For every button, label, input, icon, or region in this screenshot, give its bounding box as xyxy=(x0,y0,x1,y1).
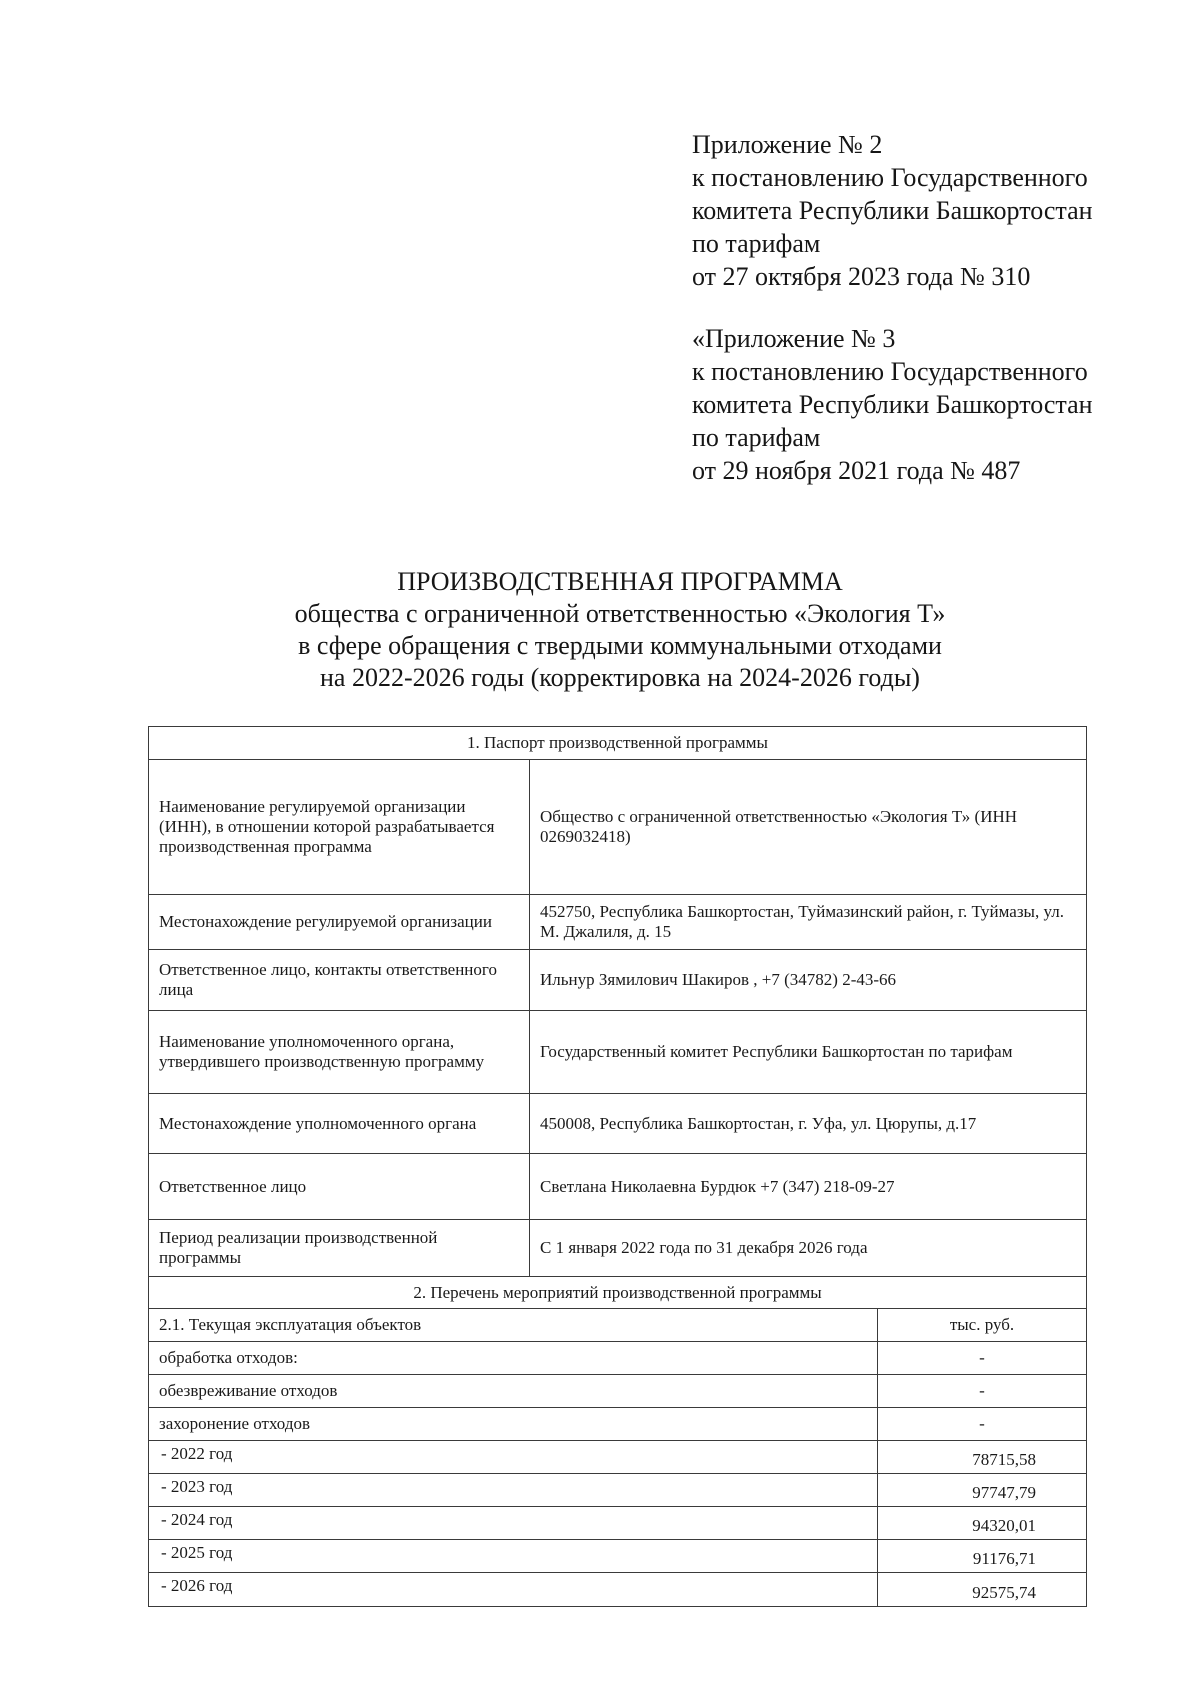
table-row xyxy=(149,1342,1087,1375)
item-value: - xyxy=(878,1375,1087,1408)
appendix-line: Приложение № 2 xyxy=(692,130,883,159)
year-label: - 2024 год xyxy=(149,1507,878,1540)
row-label: Ответственное лицо xyxy=(149,1154,530,1220)
table-row xyxy=(149,1507,1087,1540)
row-value: Государственный комитет Республики Башкортостан по тарифам xyxy=(530,1011,1087,1094)
table-row xyxy=(149,1540,1087,1573)
year-value: 91176,71 xyxy=(878,1540,1087,1573)
appendix-line: к постановлению Государственного xyxy=(692,163,1088,192)
table-row xyxy=(149,760,1087,895)
year-value: 92575,74 xyxy=(878,1573,1087,1607)
year-value: 78715,58 xyxy=(878,1441,1087,1474)
title-line: в сфере обращения с твердыми коммунальными отходами xyxy=(298,631,942,660)
appendix-line: «Приложение № 3 xyxy=(692,324,896,353)
section-heading: 1. Паспорт производственной программы xyxy=(149,727,1087,760)
year-label: - 2022 год xyxy=(149,1441,878,1474)
year-value: 97747,79 xyxy=(878,1474,1087,1507)
appendix-line: комитета Республики Башкортостан xyxy=(692,390,1093,419)
year-label: - 2025 год xyxy=(149,1540,878,1573)
row-value: С 1 января 2022 года по 31 декабря 2026 года xyxy=(530,1220,1087,1277)
row-value: Ильнур Зямилович Шакиров , +7 (34782) 2-43-66 xyxy=(530,950,1087,1011)
appendix-previous xyxy=(692,322,1172,487)
appendix-line: по тарифам xyxy=(692,423,821,452)
appendix-line: комитета Республики Башкортостан xyxy=(692,196,1093,225)
item-value: - xyxy=(878,1342,1087,1375)
table-row xyxy=(149,1309,1087,1342)
row-label: Период реализации производственной программы xyxy=(149,1220,530,1277)
row-value: Общество с ограниченной ответственностью «Экология Т» (ИНН 0269032418) xyxy=(530,760,1087,895)
item-label: обезвреживание отходов xyxy=(149,1375,878,1408)
row-label: Наименование регулируемой организации (ИНН), в отношении которой разрабатывается производственная программа xyxy=(149,760,530,895)
table-row xyxy=(149,1154,1087,1220)
item-value: - xyxy=(878,1408,1087,1441)
table-row xyxy=(149,950,1087,1011)
table-row xyxy=(149,1573,1087,1607)
appendix-current xyxy=(692,128,1172,293)
row-label: Местонахождение уполномоченного органа xyxy=(149,1094,530,1154)
item-label: захоронение отходов xyxy=(149,1408,878,1441)
year-value: 94320,01 xyxy=(878,1507,1087,1540)
title-line: на 2022-2026 годы (корректировка на 2024-2026 годы) xyxy=(320,663,920,692)
title-line: общества с ограниченной ответственностью «Экология Т» xyxy=(294,599,946,628)
row-label: Наименование уполномоченного органа, утвердившего производственную программу xyxy=(149,1011,530,1094)
table-row xyxy=(149,1474,1087,1507)
year-label: - 2026 год xyxy=(149,1573,878,1607)
passport-heading-row xyxy=(149,727,1087,760)
appendix-line: от 27 октября 2023 года № 310 xyxy=(692,262,1031,291)
row-label: Ответственное лицо, контакты ответственного лица xyxy=(149,950,530,1011)
table-row xyxy=(149,1220,1087,1277)
table-row xyxy=(149,1094,1087,1154)
document-title xyxy=(150,566,1090,694)
table-row xyxy=(149,1375,1087,1408)
row-value: Светлана Николаевна Бурдюк +7 (347) 218-09-27 xyxy=(530,1154,1087,1220)
table-row xyxy=(149,1408,1087,1441)
title-main: ПРОИЗВОДСТВЕННАЯ ПРОГРАММА xyxy=(397,567,843,596)
activities-heading-row xyxy=(149,1277,1087,1309)
item-label: обработка отходов: xyxy=(149,1342,878,1375)
subsection-heading: 2.1. Текущая эксплуатация объектов xyxy=(149,1309,878,1342)
unit-label: тыс. руб. xyxy=(878,1309,1087,1342)
appendix-line: к постановлению Государственного xyxy=(692,357,1088,386)
row-value: 452750, Республика Башкортостан, Туймазинский район, г. Туймазы, ул. М. Джалиля, д. 15 xyxy=(530,895,1087,950)
year-label: - 2023 год xyxy=(149,1474,878,1507)
passport-table xyxy=(148,726,1087,1607)
appendix-line: по тарифам xyxy=(692,229,821,258)
table-row xyxy=(149,1441,1087,1474)
section-heading: 2. Перечень мероприятий производственной программы xyxy=(149,1277,1087,1309)
appendix-line: от 29 ноября 2021 года № 487 xyxy=(692,456,1021,485)
row-value: 450008, Республика Башкортостан, г. Уфа, ул. Цюрупы, д.17 xyxy=(530,1094,1087,1154)
table-row xyxy=(149,1011,1087,1094)
table-row xyxy=(149,895,1087,950)
row-label: Местонахождение регулируемой организации xyxy=(149,895,530,950)
